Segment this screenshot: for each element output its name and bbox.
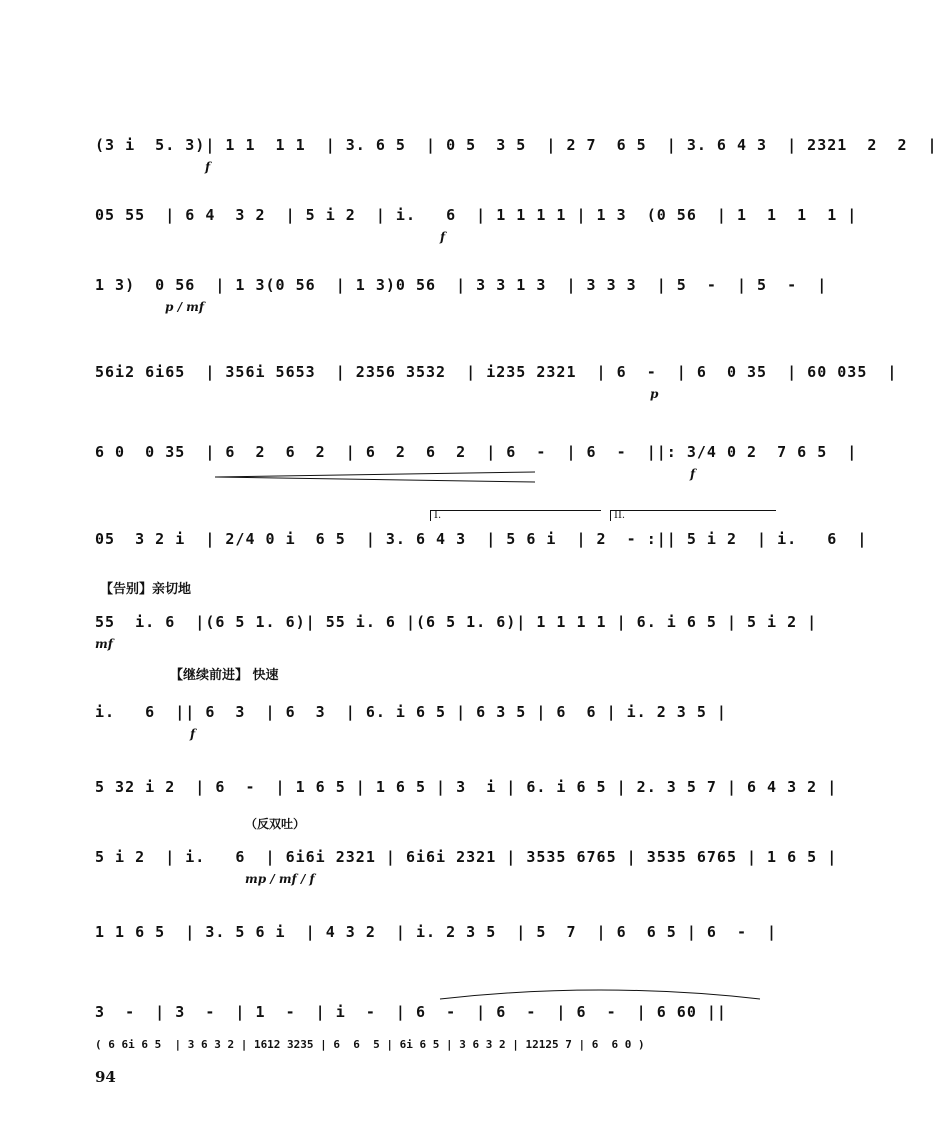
- dynamic-mark: p / mf: [165, 300, 204, 314]
- staff-row-4: [95, 345, 898, 401]
- staff-row-6: [95, 510, 868, 568]
- volta-second: II.: [610, 510, 776, 521]
- notation-row: 56i2 6i65 | 356i 5653 | 2356 3532 | i235 2321 | 6 - | 6 0 35 | 60 035 |: [95, 363, 898, 381]
- trill-line: [440, 987, 760, 1001]
- dynamic-mark: f: [190, 727, 196, 741]
- volta-first: I.: [430, 510, 601, 521]
- notation-row: 5 32 i 2 | 6 - | 1 6 5 | 1 6 5 | 3 i | 6. i 6 5 | 2. 3 5 7 | 6 4 3 2 |: [95, 778, 838, 796]
- dynamic-mark: p: [650, 387, 659, 401]
- staff-row-11: [95, 905, 780, 961]
- staff-row-3: [95, 258, 828, 314]
- dynamic-mark: f: [205, 160, 211, 174]
- section-label-reverse-tongue: （反双吐）: [245, 817, 306, 831]
- staff-row-1: [95, 118, 938, 174]
- staff-row-5: [95, 425, 858, 481]
- notation-row: 5 i 2 | i. 6 | 6i6i 2321 | 6i6i 2321 | 3535 6765 | 3535 6765 | 1 6 5 |: [95, 848, 838, 866]
- notation-row: i. 6 || 6 3 | 6 3 | 6. i 6 5 | 6 3 5 | 6 6 | i. 2 3 5 |: [95, 703, 727, 721]
- page-number: 94: [95, 1068, 116, 1086]
- dynamic-mark: mp / mf / f: [245, 872, 315, 886]
- notation-row: 1 1 6 5 | 3. 5 6 i | 4 3 2 | i. 2 3 5 | 5 7 | 6 6 5 | 6 - |: [95, 923, 778, 941]
- dynamic-mark: f: [440, 230, 446, 244]
- notation-row: (3 i 5. 3)| 1 1 1 1 | 3. 6 5 | 0 5 3 5 | 2 7 6 5 | 3. 6 4 3 | 2321 2 2 |: [95, 136, 938, 154]
- notation-row: 05 55 | 6 4 3 2 | 5 i 2 | i. 6 | 1 1 1 1 | 1 3 (0 56 | 1 1 1 1 |: [95, 206, 858, 224]
- notation-row: 1 3) 0 56 | 1 3(0 56 | 1 3)0 56 | 3 3 1 3 | 3 3 3 | 5 - | 5 - |: [95, 276, 828, 294]
- section-label-farewell: 【告别】亲切地: [100, 582, 192, 597]
- decrescendo-hairpin: [215, 471, 535, 483]
- notation-row: 05 3 2 i | 2/4 0 i 6 5 | 3. 6 4 3 | 5 6 i | 2 - :|| 5 i 2 | i. 6 |: [95, 530, 868, 548]
- section-label-advance: 【继续前进】 快速: [170, 668, 279, 683]
- notation-row: 55 i. 6 |(6 5 1. 6)| 55 i. 6 |(6 5 1. 6)| 1 1 1 1 | 6. i 6 5 | 5 i 2 |: [95, 613, 818, 631]
- staff-row-12: [95, 985, 780, 1041]
- accompaniment-row: ( 6 6i 6 5 | 3 6 3 2 | 1612 3235 | 6 6 5 | 6i 6 5 | 3 6 3 2 | 12125 7 | 6 6 0 ): [95, 1038, 645, 1051]
- staff-row-7: [95, 595, 818, 651]
- notation-row: 6 0 0 35 | 6 2 6 2 | 6 2 6 2 | 6 - | 6 - ||: 3/4 0 2 7 6 5 |: [95, 443, 858, 461]
- staff-row-8: [95, 685, 780, 741]
- notation-row: 3 - | 3 - | 1 - | i - | 6 - | 6 - | 6 - | 6 60 ||: [95, 1003, 727, 1021]
- dynamic-mark: f: [690, 467, 696, 481]
- staff-row-2: [95, 188, 858, 244]
- dynamic-mark: mf: [95, 637, 113, 651]
- staff-row-10: [95, 830, 838, 886]
- staff-row-9: [95, 760, 838, 816]
